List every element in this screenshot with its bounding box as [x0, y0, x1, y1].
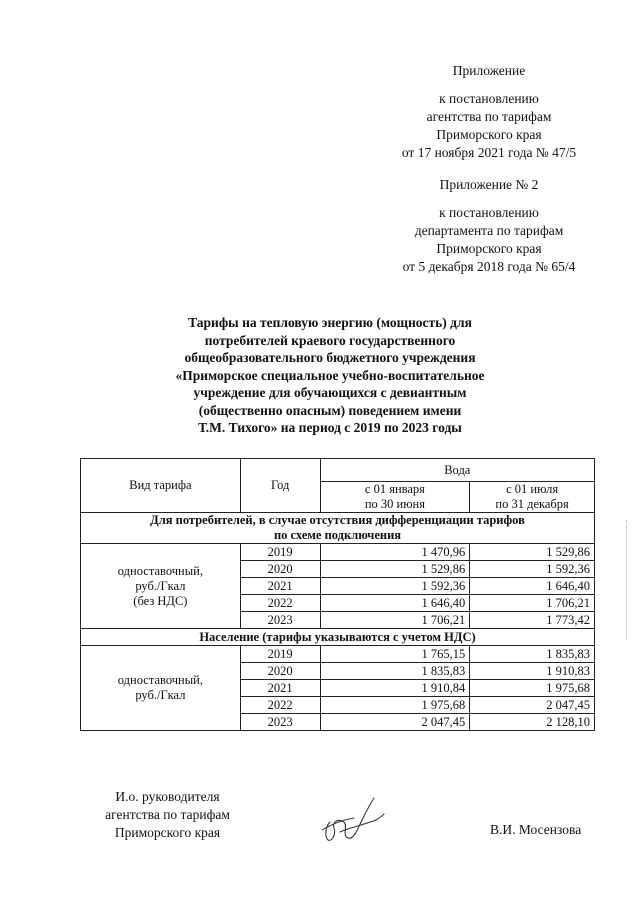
year-cell: 2019 [240, 544, 320, 561]
year-cell: 2019 [240, 646, 320, 663]
title-line: учреждение для обучающихся с девиантным [193, 385, 467, 400]
tariff-label-line: одноставочный, [117, 563, 203, 578]
tariff-h1-cell: 1 765,15 [320, 646, 470, 663]
tariff-h2-cell: 2 128,10 [470, 714, 595, 731]
year-cell: 2022 [240, 697, 320, 714]
tariff-h2-cell: 1 706,21 [470, 595, 595, 612]
tariff-h1-cell: 2 047,45 [320, 714, 470, 731]
tariff-label-line: одноставочный, [117, 673, 203, 687]
tariff-h1-cell: 1 706,21 [320, 612, 470, 629]
tariff-h1-cell: 1 470,96 [320, 544, 470, 561]
section-2-heading: Население (тарифы указываются с учетом НДС) [81, 629, 595, 646]
tariff-h1-cell: 1 592,36 [320, 578, 470, 595]
appendix-2-line: от 5 декабря 2018 года № 65/4 [402, 259, 576, 274]
section-heading-row [81, 629, 595, 646]
period-1-to: по 30 июня [364, 497, 425, 511]
handwritten-signature [318, 792, 388, 847]
signatory-position-line: И.о. руководителя [115, 789, 220, 804]
table-row [81, 646, 595, 663]
tariff-label-line: (без НДС) [133, 593, 188, 608]
year-cell: 2023 [240, 612, 320, 629]
tariff-label-line: руб./Гкал [135, 688, 186, 702]
scan-edge-mark [626, 520, 630, 640]
tariff-h1-cell: 1 975,68 [320, 697, 470, 714]
tariff-table [80, 458, 595, 731]
signatory-position-line: Приморского края [114, 825, 221, 840]
tariff-h2-cell: 2 047,45 [470, 697, 595, 714]
header-tariff-type: Вид тарифа [81, 459, 241, 513]
header-year: Год [240, 459, 320, 513]
tariff-h1-cell: 1 910,84 [320, 680, 470, 697]
title-line: Т.М. Тихого» на период с 2019 по 2023 годы [198, 420, 462, 435]
appendix-2-line: к постановлению [439, 205, 539, 220]
period-1-from: с 01 января [364, 482, 425, 496]
tariff-h2-cell: 1 592,36 [470, 561, 595, 578]
appendix-2-line: Приморского края [436, 241, 542, 256]
header-water: Вода [320, 459, 594, 482]
section-1-heading [81, 513, 595, 544]
period-2-from: с 01 июля [506, 482, 559, 496]
tariff-h2-cell: 1 910,83 [470, 663, 595, 680]
title-line: «Приморское специальное учебно-воспитательное [175, 367, 485, 383]
tariff-h1-cell: 1 835,83 [320, 663, 470, 680]
title-line: Тарифы на тепловую энергию (мощность) для [188, 315, 472, 330]
title-line: потребителей краевого государственного [204, 332, 456, 348]
table-header-row [81, 459, 595, 482]
tariff-label-line: руб./Гкал [135, 578, 186, 593]
tariff-h1-cell: 1 646,40 [320, 595, 470, 612]
tariff-h2-cell: 1 835,83 [470, 646, 595, 663]
tariff-h2-cell: 1 975,68 [470, 680, 595, 697]
section-2-tariff-label [81, 646, 241, 731]
title-line: (общественно опасным) поведением имени [198, 402, 462, 418]
year-cell: 2020 [240, 663, 320, 680]
appendix-2-title: Приложение № 2 [439, 177, 539, 192]
title-line: общеобразовательного бюджетного учреждения [184, 350, 476, 365]
appendix-1-header [378, 62, 600, 162]
appendix-1-line: агентства по тарифам [426, 109, 552, 124]
appendix-2-header [378, 176, 600, 276]
tariff-h2-cell: 1 646,40 [470, 578, 595, 595]
appendix-1-line: Приморского края [436, 127, 542, 142]
signatory-position [85, 788, 250, 842]
section-1-heading-line: Для потребителей, в случае отсутствия дифференциации тарифов [150, 513, 525, 527]
section-1-tariff-label [81, 544, 241, 629]
table-row [81, 544, 595, 561]
year-cell: 2023 [240, 714, 320, 731]
signatory-position-line: агентства по тарифам [105, 807, 230, 822]
appendix-2-line: департамента по тарифам [414, 223, 564, 238]
year-cell: 2020 [240, 561, 320, 578]
tariff-h2-cell: 1 773,42 [470, 612, 595, 629]
tariff-h2-cell: 1 529,86 [470, 544, 595, 561]
appendix-1-line: к постановлению [439, 91, 539, 106]
period-2-to: по 31 декабря [495, 497, 569, 511]
section-heading-row [81, 513, 595, 544]
header-period-2 [470, 482, 595, 513]
year-cell: 2021 [240, 578, 320, 595]
year-cell: 2022 [240, 595, 320, 612]
year-cell: 2021 [240, 680, 320, 697]
signatory-name: В.И. Мосензова [490, 822, 582, 837]
appendix-1-line: от 17 ноября 2021 года № 47/5 [401, 145, 577, 160]
document-title [130, 314, 530, 437]
header-period-1 [320, 482, 470, 513]
appendix-1-title: Приложение [452, 63, 526, 78]
tariff-h1-cell: 1 529,86 [320, 561, 470, 578]
section-1-heading-line: по схеме подключения [273, 528, 402, 542]
